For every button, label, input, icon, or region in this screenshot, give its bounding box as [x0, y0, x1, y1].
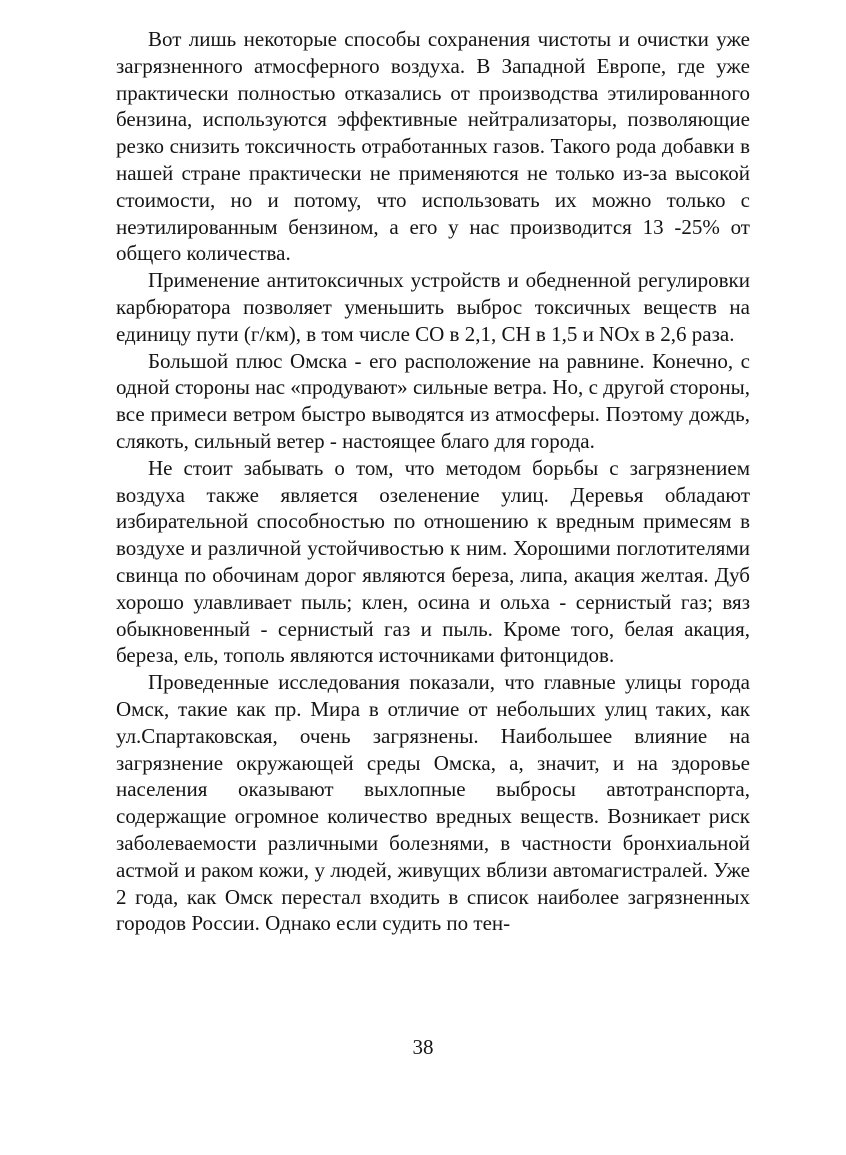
paragraph-1: Вот лишь некоторые способы сохранения чистоты и очистки уже загрязненного атмосферного воздуха. В Западной Европе, где уже практически полностью отказались от производства этилированного бензина, используются эффективные нейтрализаторы, позволяющие резко снизить токсичность отработанных газов. Такого рода добавки в нашей стране практически не применяются не только из-за высокой стоимости, но и потому, что использовать их можно только с неэтилированным бензином, а его у нас производится 13 -25% от общего количества. — [116, 27, 750, 266]
paragraph-4: Не стоит забывать о том, что методом борьбы с загрязнением воздуха также является озеленение улиц. Деревья обладают избирательной способностью по отношению к вредным примесям в воздухе и различной устойчивостью к ним. Хорошими поглотителями свинца по обочинам дорог являются береза, липа, акация желтая. Дуб хорошо улавливает пыль; клен, осина и ольха - сернистый газ; вяз обыкновенный - сернистый газ и пыль. Кроме того, белая акация, береза, ель, тополь являются источниками фитонцидов. — [116, 455, 750, 668]
paragraph-3: Большой плюс Омска - его расположение на равнине. Конечно, с одной стороны нас «продувают» сильные ветра. Но, с другой стороны, все примеси ветром быстро выводятся из атмосферы. Поэтому дождь, слякоть, сильный ветер - настоящее благо для города. — [116, 348, 750, 453]
page-number: 38 — [412, 1035, 434, 1059]
body-text — [116, 26, 750, 937]
paragraph-5: Проведенные исследования показали, что главные улицы города Омск, такие как пр. Мира в отличие от небольших улиц таких, как ул.Спартаковская, очень загрязнены. Наибольшее влияние на загрязнение окружающей среды Омска, а, значит, и на здоровье населения оказывают выхлопные выбросы автотранспорта, содержащие огромное количество вредных веществ. Возникает риск заболеваемости различными болезнями, в частности бронхиальной астмой и раком кожи, у людей, живущих вблизи автомагистралей. Уже 2 года, как Омск перестал входить в список наиболее загрязненных городов России. Однако если судить по тен- — [116, 670, 750, 936]
paragraph-2: Применение антитоксичных устройств и обедненной регулировки карбюратора позволяет уменьшить выброс токсичных веществ на единицу пути (г/км), в том числе СО в 2,1, СН в 1,5 и NOx в 2,6 раза. — [116, 268, 750, 346]
